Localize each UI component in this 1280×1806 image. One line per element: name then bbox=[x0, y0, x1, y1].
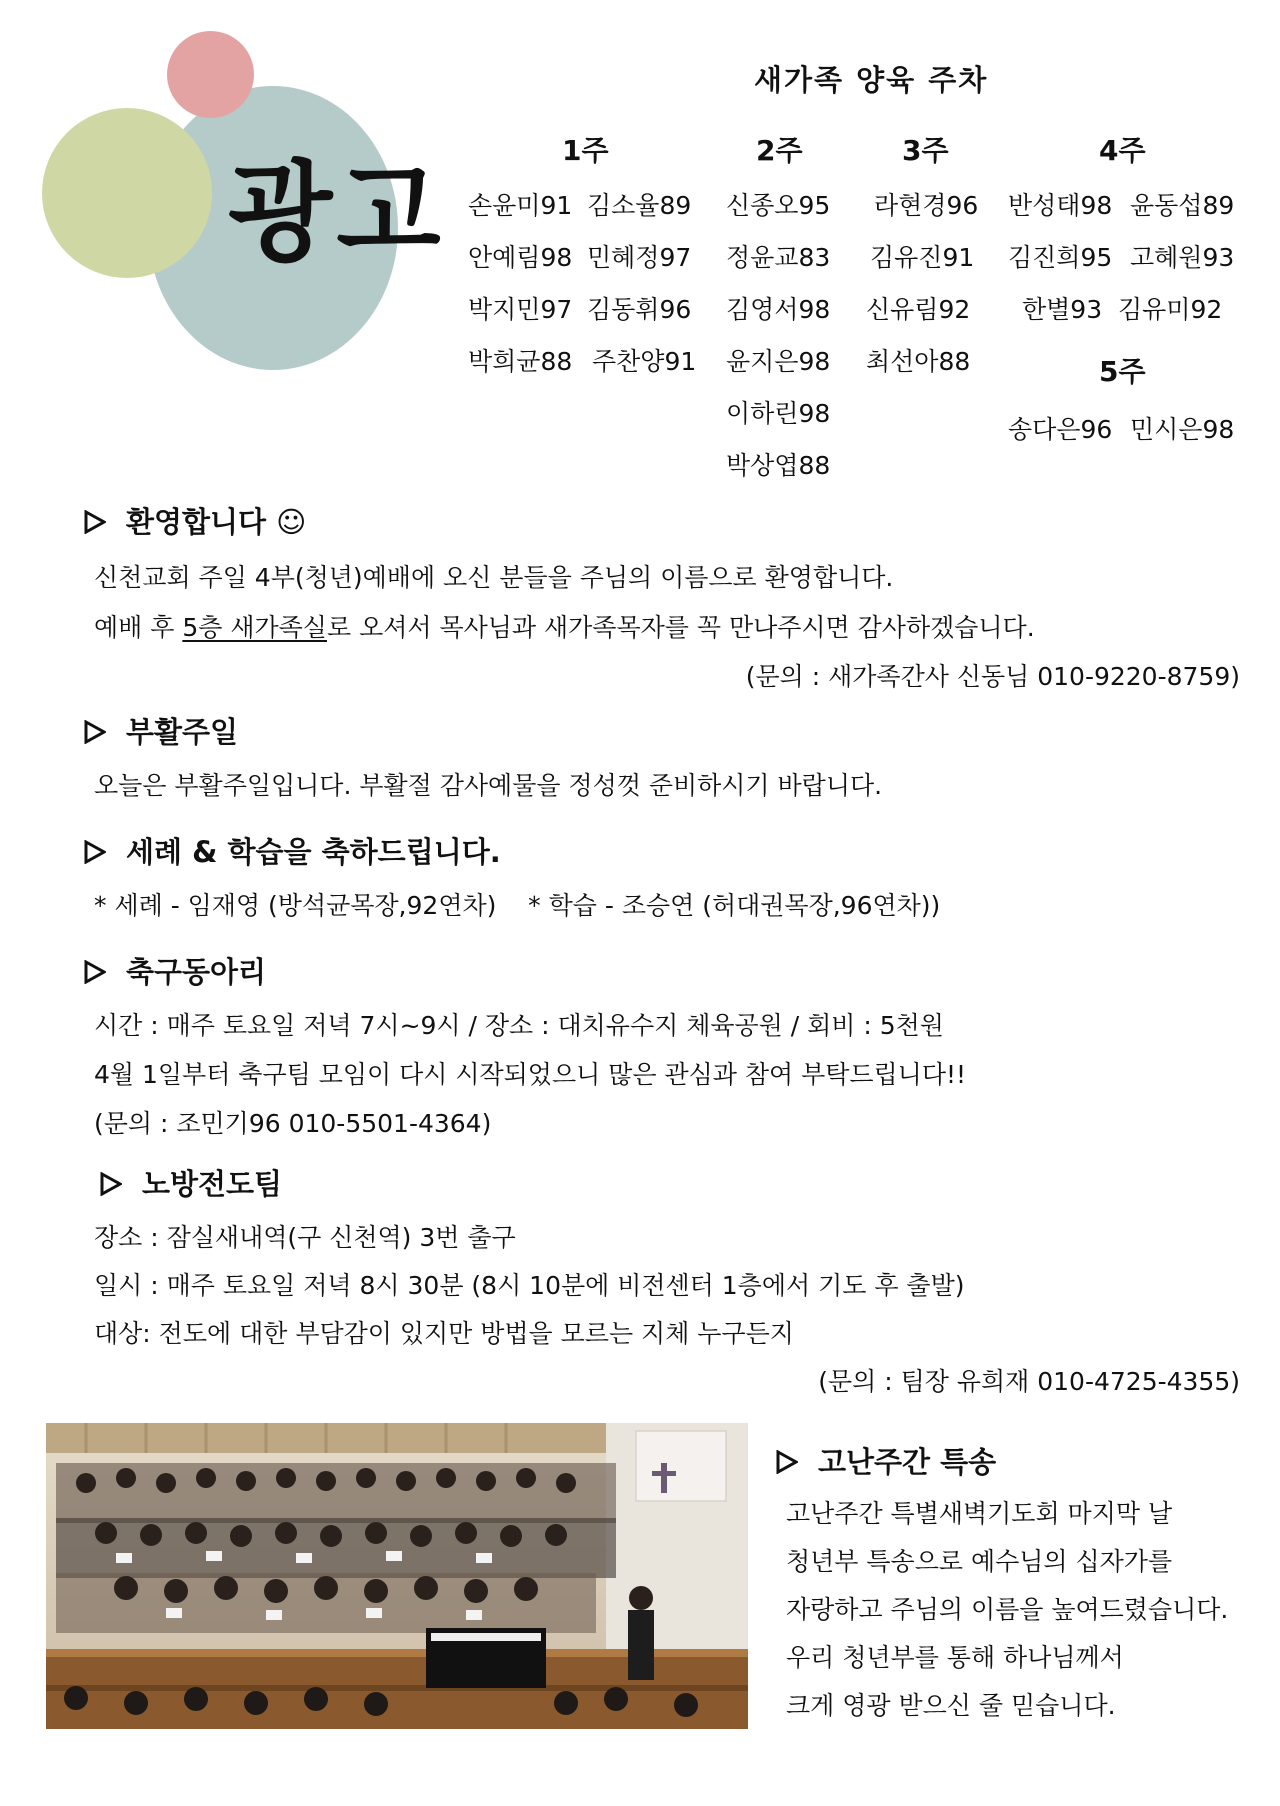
week4-name: 한별93 bbox=[1022, 295, 1103, 324]
welcome-line2-post: 로 오셔서 목사님과 새가족목자를 꼭 만나주시면 감사하겠습니다. bbox=[326, 613, 1035, 642]
ad-title: 광고 bbox=[228, 151, 445, 276]
week3-name: 김유진91 bbox=[870, 243, 975, 272]
decor-circle-green bbox=[42, 108, 212, 278]
street-line2: 일시 : 매주 토요일 저녁 8시 30분 (8시 10분에 비전센터 1층에서 기도 후 출발) bbox=[94, 1271, 965, 1300]
week1-label: 1주 bbox=[562, 134, 609, 167]
week4-name: 김진희95 bbox=[1008, 243, 1113, 272]
soccer-line3: (문의 : 조민기96 010-5501-4364) bbox=[94, 1109, 492, 1138]
week5-name: 민시은98 bbox=[1130, 415, 1235, 444]
passion-line: 고난주간 특별새벽기도회 마지막 날 bbox=[786, 1499, 1173, 1528]
week1-name: 민혜정97 bbox=[587, 243, 692, 272]
street-contact: (문의 : 팀장 유희재 010-4725-4355) bbox=[818, 1367, 1240, 1396]
street-line1: 장소 : 잠실새내역(구 신천역) 3번 출구 bbox=[94, 1223, 516, 1252]
week2-label: 2주 bbox=[756, 134, 803, 167]
passion-line: 우리 청년부를 통해 하나님께서 bbox=[786, 1643, 1124, 1672]
soccer-title: 축구동아리 bbox=[126, 955, 267, 989]
triangle-bullet-icon bbox=[100, 1172, 122, 1196]
week2-name: 윤지은98 bbox=[726, 347, 831, 376]
week1-name: 박희균88 bbox=[468, 347, 573, 376]
passion-title: 고난주간 특송 bbox=[818, 1445, 997, 1479]
week5-name: 송다은96 bbox=[1008, 415, 1113, 444]
baptism-heading bbox=[84, 830, 501, 871]
passion-line: 크게 영광 받으신 줄 믿습니다. bbox=[786, 1691, 1116, 1720]
welcome-heading bbox=[84, 500, 306, 541]
week4-name: 반성태98 bbox=[1008, 191, 1113, 220]
triangle-bullet-icon bbox=[84, 510, 106, 534]
triangle-bullet-icon bbox=[84, 840, 106, 864]
soccer-line2: 4월 1일부터 축구팀 모임이 다시 시작되었으니 많은 관심과 참여 부탁드립니다!! bbox=[94, 1060, 967, 1089]
easter-line1: 오늘은 부활주일입니다. 부활절 감사예물을 정성껏 준비하시기 바랍니다. bbox=[94, 771, 883, 800]
passion-line: 청년부 특송으로 예수님의 십자가를 bbox=[786, 1547, 1173, 1576]
newfamily-title: 새가족 양육 주차 bbox=[754, 63, 989, 97]
passion-line: 자랑하고 주님의 이름을 높여드렸습니다. bbox=[786, 1595, 1229, 1624]
week2-name: 이하린98 bbox=[726, 399, 831, 428]
week3-name: 라현경96 bbox=[874, 191, 979, 220]
week2-name: 정윤교83 bbox=[726, 243, 831, 272]
week1-name: 주찬양91 bbox=[592, 347, 697, 376]
baptism-title: 세례 & 학습을 축하드립니다. bbox=[126, 835, 501, 869]
street-title: 노방전도팀 bbox=[142, 1167, 283, 1201]
triangle-bullet-icon bbox=[84, 720, 106, 744]
baptism-line1: * 세례 - 임재영 (방석균목장,92연차) * 학습 - 조승연 (허대권목장,96연차)) bbox=[94, 891, 941, 920]
welcome-line2 bbox=[94, 608, 1035, 644]
week4-name: 윤동섭89 bbox=[1130, 191, 1235, 220]
week4-label: 4주 bbox=[1099, 134, 1146, 167]
week5-label: 5주 bbox=[1099, 355, 1146, 388]
week3-name: 신유림92 bbox=[866, 295, 971, 324]
week2-name: 신종오95 bbox=[726, 191, 831, 220]
welcome-title: 환영합니다 ☺ bbox=[126, 505, 307, 539]
triangle-bullet-icon bbox=[84, 960, 106, 984]
week2-name: 김영서98 bbox=[726, 295, 831, 324]
triangle-bullet-icon bbox=[776, 1450, 798, 1474]
week3-label: 3주 bbox=[902, 134, 949, 167]
welcome-line2-pre: 예배 후 bbox=[94, 613, 183, 642]
passion-heading bbox=[776, 1440, 996, 1481]
week1-name: 김소율89 bbox=[587, 191, 692, 220]
easter-heading bbox=[84, 710, 238, 751]
welcome-contact: (문의 : 새가족간사 신동님 010-9220-8759) bbox=[745, 662, 1240, 691]
week1-name: 김동휘96 bbox=[587, 295, 692, 324]
easter-title: 부활주일 bbox=[126, 715, 239, 749]
choir-photo bbox=[46, 1423, 748, 1729]
soccer-heading bbox=[84, 950, 266, 991]
week4-name: 고혜원93 bbox=[1130, 243, 1235, 272]
week1-name: 손윤미91 bbox=[468, 191, 573, 220]
week1-name: 안예림98 bbox=[468, 243, 573, 272]
welcome-line1: 신천교회 주일 4부(청년)예배에 오신 분들을 주님의 이름으로 환영합니다. bbox=[94, 563, 894, 592]
decor-circle-pink bbox=[167, 31, 254, 118]
soccer-line1: 시간 : 매주 토요일 저녁 7시~9시 / 장소 : 대치유수지 체육공원 / 회비 : 5천원 bbox=[94, 1011, 944, 1040]
week2-name: 박상엽88 bbox=[726, 451, 831, 480]
street-heading bbox=[100, 1162, 282, 1203]
street-line3: 대상: 전도에 대한 부담감이 있지만 방법을 모르는 지체 누구든지 bbox=[94, 1319, 794, 1348]
week3-name: 최선아88 bbox=[866, 347, 971, 376]
welcome-room-underlined: 5층 새가족실 bbox=[182, 613, 327, 642]
week1-name: 박지민97 bbox=[468, 295, 573, 324]
week4-name: 김유미92 bbox=[1118, 295, 1223, 324]
